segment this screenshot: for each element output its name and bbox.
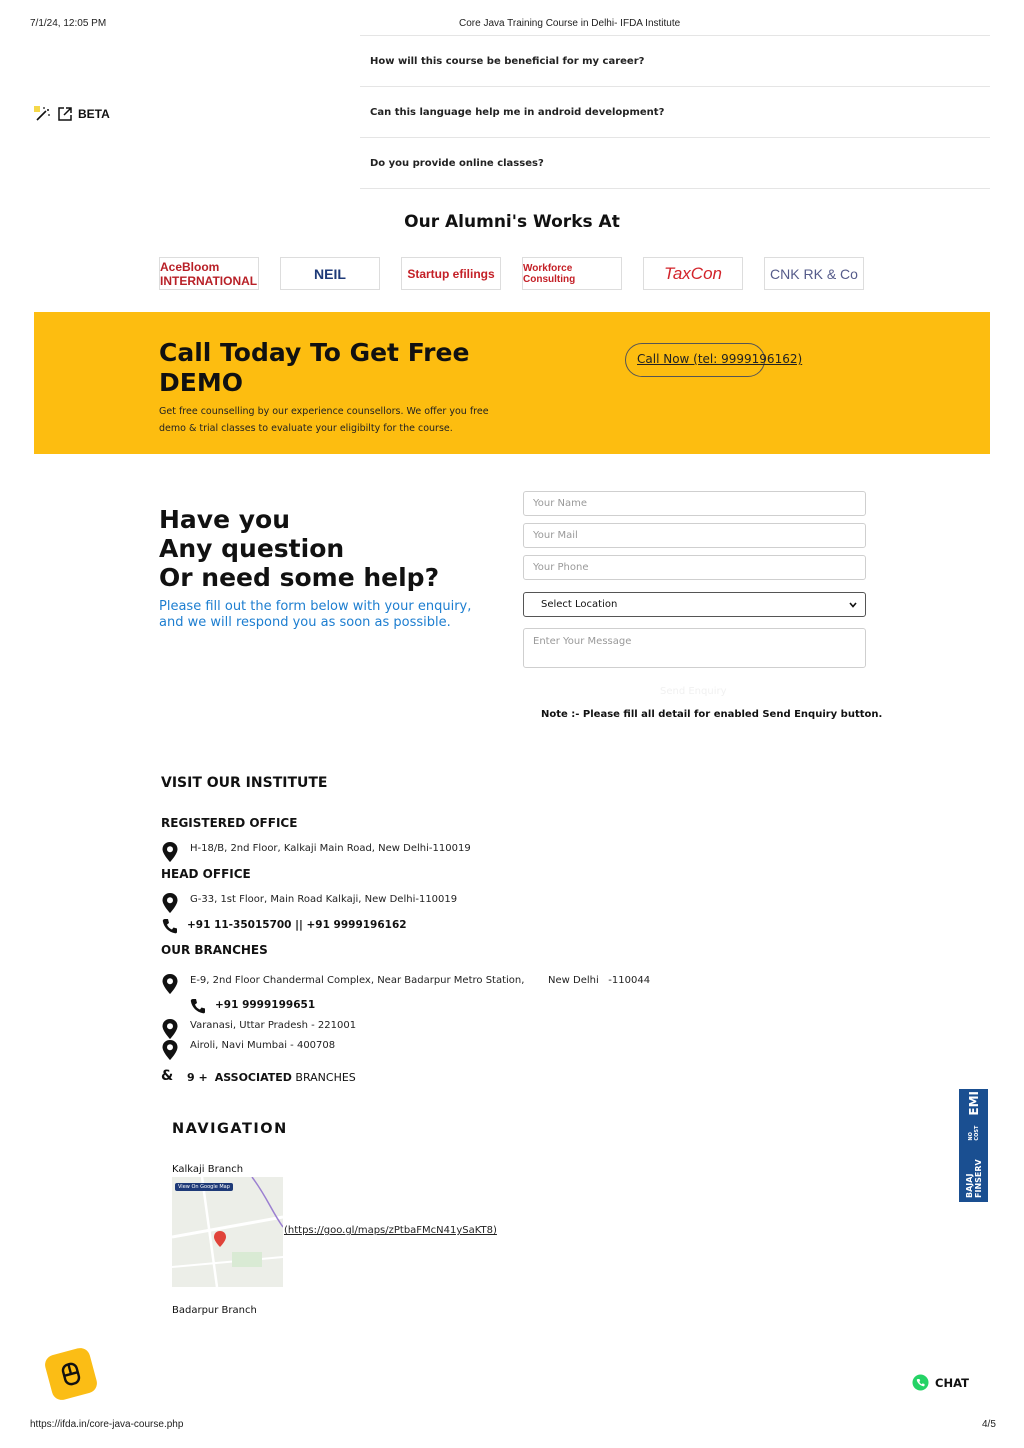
location-pin-icon [162,893,178,913]
logo-startup-efilings: Startup efilings [401,257,501,290]
associated-ampersand: & [161,1068,174,1084]
chat-label: CHAT [935,1375,969,1390]
kalkaji-map-link[interactable]: (https://goo.gl/maps/zPtbaFMcN41ySaKT8) [284,1225,497,1236]
demo-text: Get free counselling by our experience counsellors. We offer you free demo & trial classes to evaluate your eligibilty for the course. [159,406,489,434]
head-office-phone[interactable]: +91 11-35015700 || +91 9999196162 [187,919,407,931]
external-link-icon [58,107,72,121]
print-title: Core Java Training Course in Delhi- IFDA Institute [459,18,681,29]
phone-icon [190,998,206,1014]
branch-varanasi-address: Varanasi, Uttar Pradesh - 221001 [190,1020,357,1031]
send-enquiry-button[interactable]: Send Enquiry [660,686,727,697]
our-branches-title: OUR BRANCHES [161,943,268,957]
bajaj-emi-badge[interactable] [959,1089,988,1202]
logo-cnk: CNK RK & Co [764,257,864,290]
branch-airoli-address: Airoli, Navi Mumbai - 400708 [190,1040,336,1051]
print-datetime: 7/1/24, 12:05 PM [30,18,107,29]
mail-input[interactable]: Your Mail [523,523,866,548]
whatsapp-icon [912,1374,929,1391]
emi-tag: NO COST [967,1125,980,1141]
support-widget-button[interactable] [43,1346,99,1402]
demo-banner [34,312,990,454]
emi-brand: BAJAJ FINSERV [964,1159,983,1198]
phone-icon [162,918,178,934]
logo-workforce-consulting: Workforce Consulting [522,257,622,290]
location-pin-icon [162,974,178,994]
magic-wand-icon [34,106,52,122]
enquiry-title: Have you Any question Or need some help? [159,505,440,592]
emi-label: EMI [966,1091,981,1116]
branch-badarpur-phone[interactable]: +91 9999199651 [215,999,316,1011]
enquiry-subtitle: Please fill out the form below with your enquiry, and we will respond you as soon as possible. [159,599,472,630]
logo-acebloom: AceBloom INTERNATIONAL [159,257,259,290]
logo-taxcon: TaxCon [643,257,743,290]
navigation-title: NAVIGATION [172,1121,288,1137]
message-textarea[interactable]: Enter Your Message [523,628,866,668]
location-select[interactable]: Select Location [523,592,866,617]
location-pin-icon [162,1040,178,1060]
faq-list [360,35,990,189]
associated-branches: 9 + ASSOCIATED BRANCHES [187,1071,356,1084]
phone-input[interactable]: Your Phone [523,555,866,580]
name-input[interactable]: Your Name [523,491,866,516]
kalkaji-map-thumbnail[interactable] [172,1177,283,1287]
alumni-title: Our Alumni's Works At [404,212,620,232]
location-pin-icon [162,1019,178,1039]
demo-title: Call Today To Get Free DEMO [159,338,470,397]
faq-item-android[interactable]: Can this language help me in android development? [360,87,990,138]
call-now-link[interactable]: Call Now (tel: 9999196162) [637,352,803,366]
alumni-logos [159,257,864,290]
faq-item-online[interactable]: Do you provide online classes? [360,138,990,189]
map-image [172,1177,283,1287]
badarpur-branch-label: Badarpur Branch [172,1305,257,1316]
view-on-google-map-button[interactable]: View On Google Map [175,1183,233,1191]
print-url: https://ifda.in/core-java-course.php [30,1419,184,1430]
location-pin-icon [162,842,178,862]
kalkaji-branch-label: Kalkaji Branch [172,1164,244,1175]
chevron-down-icon [849,602,857,608]
form-note: Note :- Please fill all detail for enabled Send Enquiry button. [541,709,883,720]
head-office-address: G-33, 1st Floor, Main Road Kalkaji, New Delhi-110019 [190,894,458,905]
beta-badge[interactable] [34,106,110,122]
faq-item-career[interactable]: How will this course be beneficial for my career? [360,36,990,87]
branch-badarpur-city: New Delhi -110044 [548,975,651,986]
visit-institute-title: VISIT OUR INSTITUTE [161,775,328,791]
beta-label: BETA [78,107,110,121]
registered-office-address: H-18/B, 2nd Floor, Kalkaji Main Road, New Delhi-110019 [190,843,471,854]
branch-badarpur-address: E-9, 2nd Floor Chandermal Complex, Near Badarpur Metro Station, [190,975,525,986]
registered-office-title: REGISTERED OFFICE [161,816,298,830]
print-page: 4/5 [982,1419,996,1430]
chat-widget-icon [56,1359,85,1388]
logo-neil: NEIL [280,257,380,290]
chat-button[interactable] [912,1374,969,1391]
head-office-title: HEAD OFFICE [161,867,251,881]
